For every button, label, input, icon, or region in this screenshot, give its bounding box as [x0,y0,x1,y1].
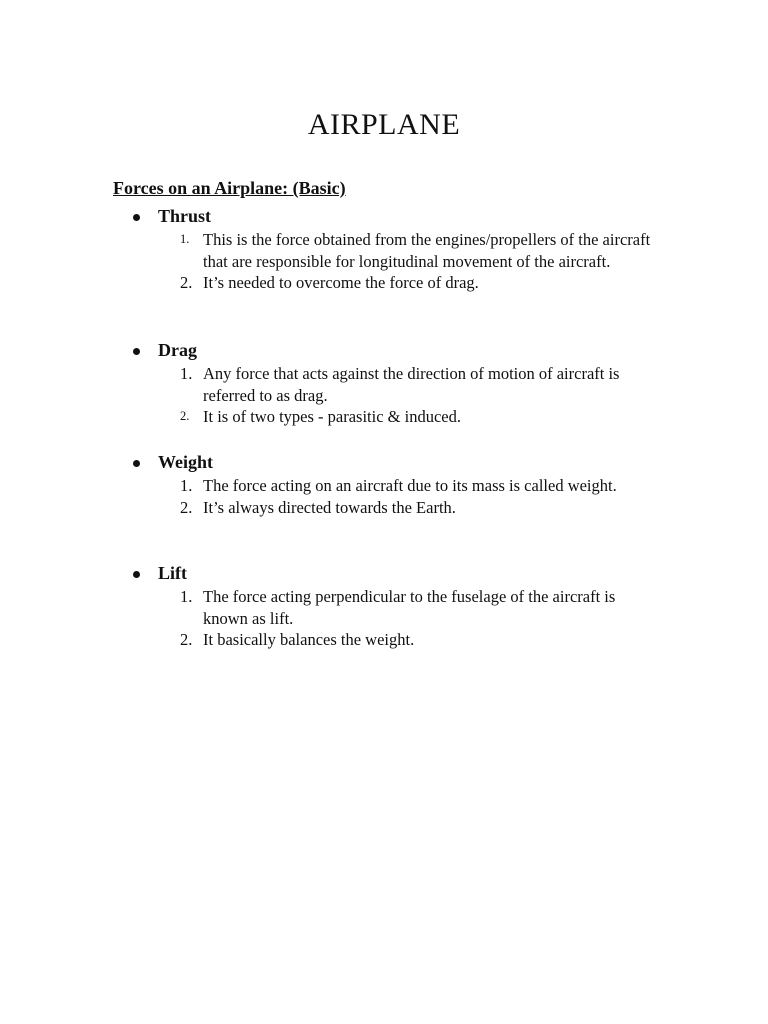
list-item [133,229,693,272]
force-section-lift [133,562,693,651]
item-text: It basically balances the weight. [203,630,415,649]
page-title: AIRPLANE [307,108,461,141]
list-item [133,497,693,519]
bullet-icon [133,571,140,578]
section-heading: Forces on an Airplane: (Basic) [113,178,346,198]
list-item [133,363,693,406]
item-number: 1. [180,587,193,606]
bullet-icon [133,460,140,467]
item-text: Any force that acts against the direction of motion of aircraft is referred to as drag. [203,364,620,405]
item-text: The force acting perpendicular to the fuselage of the aircraft is known as lift. [203,587,616,628]
item-text: It is of two types - parasitic & induced. [203,407,461,426]
item-number: 2. [180,497,193,517]
force-name: Lift [158,563,187,583]
item-number: 1. [180,364,193,383]
list-item [133,272,693,294]
force-name: Weight [158,452,214,472]
bullet-icon [133,348,140,355]
item-text: The force acting on an aircraft due to its mass is called weight. [203,476,617,495]
item-text: This is the force obtained from the engines/propellers of the aircraft that are responsible for longitudinal movement of the aircraft. [203,230,651,271]
force-section-thrust [133,205,693,294]
list-item [133,475,693,497]
item-text: It’s needed to overcome the force of drag. [203,273,479,292]
item-number: 2. [180,630,193,649]
force-name: Thrust [158,206,212,226]
list-item [133,629,693,651]
item-number: 1. [180,476,193,495]
list-item [133,406,693,428]
item-number: 2. [180,409,190,423]
force-name: Drag [158,340,197,360]
force-section-weight [133,451,693,518]
item-number: 2. [180,273,193,292]
list-item [133,586,693,629]
force-section-drag [133,339,693,428]
bullet-icon [133,214,140,221]
item-number: 1. [180,232,190,246]
item-text: It’s always directed towards the Earth. [203,497,456,517]
